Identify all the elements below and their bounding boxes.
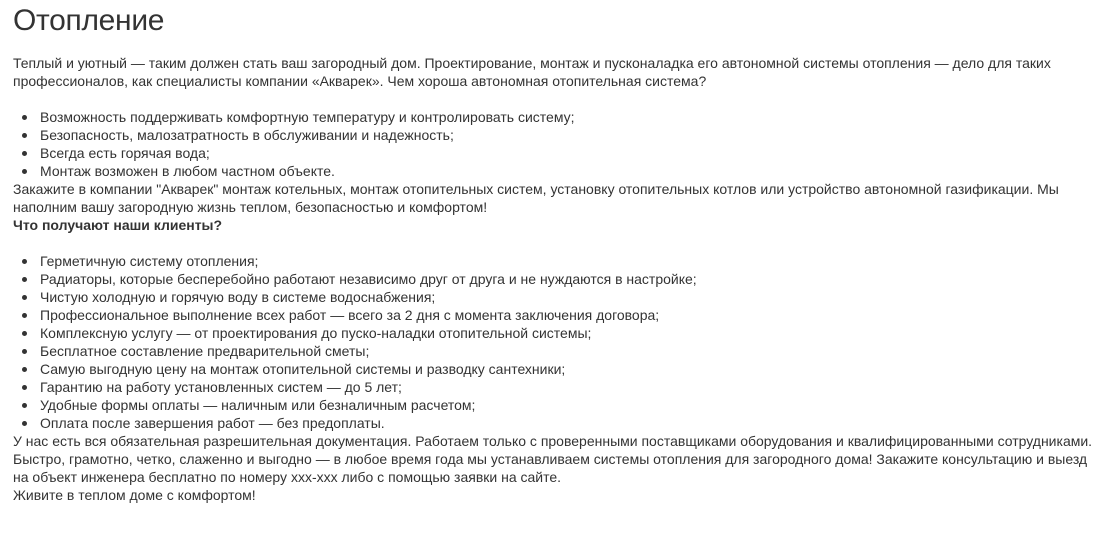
- clients-heading: Что получают наши клиенты?: [13, 217, 223, 233]
- docs-paragraph: У нас есть вся обязательная разрешительная документация. Работаем только с проверенными поставщиками оборудования и квалифицированными сотрудниками.: [13, 433, 1093, 449]
- list-item: Профессиональное выполнение всех работ — всего за 2 дня с момента заключения договора;: [40, 306, 1101, 324]
- cta-paragraph: Быстро, грамотно, четко, слаженно и выгодно — в любое время года мы устанавливаем системы отопления для загородного дома! Закажите консультацию и выезд на объект инженера бесплатно по номеру ххх-ххх либо с помощью заявки на сайте.: [13, 451, 1088, 485]
- list-item: Всегда есть горячая вода;: [40, 144, 1101, 162]
- client-gets-list: [13, 252, 1101, 432]
- list-item: Монтаж возможен в любом частном объекте.: [40, 162, 1101, 180]
- closing-paragraph: Живите в теплом доме с комфортом!: [13, 487, 256, 503]
- list-item: Бесплатное составление предварительной сметы;: [40, 342, 1101, 360]
- list-item: Герметичную систему отопления;: [40, 252, 1101, 270]
- list-item: Возможность поддерживать комфортную температуру и контролировать систему;: [40, 108, 1101, 126]
- benefits-list: [13, 108, 1101, 180]
- list-item: Безопасность, малозатратность в обслуживании и надежность;: [40, 126, 1101, 144]
- page-title: Отопление: [13, 4, 165, 37]
- article-body: [13, 54, 1101, 504]
- list-item: Радиаторы, которые бесперебойно работают независимо друг от друга и не нуждаются в настройке;: [40, 270, 1101, 288]
- intro-paragraph: Теплый и уютный — таким должен стать ваш загородный дом. Проектирование, монтаж и пусконаладка его автономной системы отопления — дело для таких профессионалов, как специалисты компании «Акварек». Чем хороша автономная отопительная система?: [13, 55, 1051, 89]
- order-paragraph: Закажите в компании "Акварек" монтаж котельных, монтаж отопительных систем, установку отопительных котлов или устройство автономной газификации. Мы наполним вашу загородную жизнь теплом, безопасностью и комфортом!: [13, 181, 1059, 215]
- list-item: Самую выгодную цену на монтаж отопительной системы и разводку сантехники;: [40, 360, 1101, 378]
- list-item: Оплата после завершения работ — без предоплаты.: [40, 414, 1101, 432]
- list-item: Чистую холодную и горячую воду в системе водоснабжения;: [40, 288, 1101, 306]
- list-item: Удобные формы оплаты — наличным или безналичным расчетом;: [40, 396, 1101, 414]
- list-item: Комплексную услугу — от проектирования до пуско-наладки отопительной системы;: [40, 324, 1101, 342]
- list-item: Гарантию на работу установленных систем — до 5 лет;: [40, 378, 1101, 396]
